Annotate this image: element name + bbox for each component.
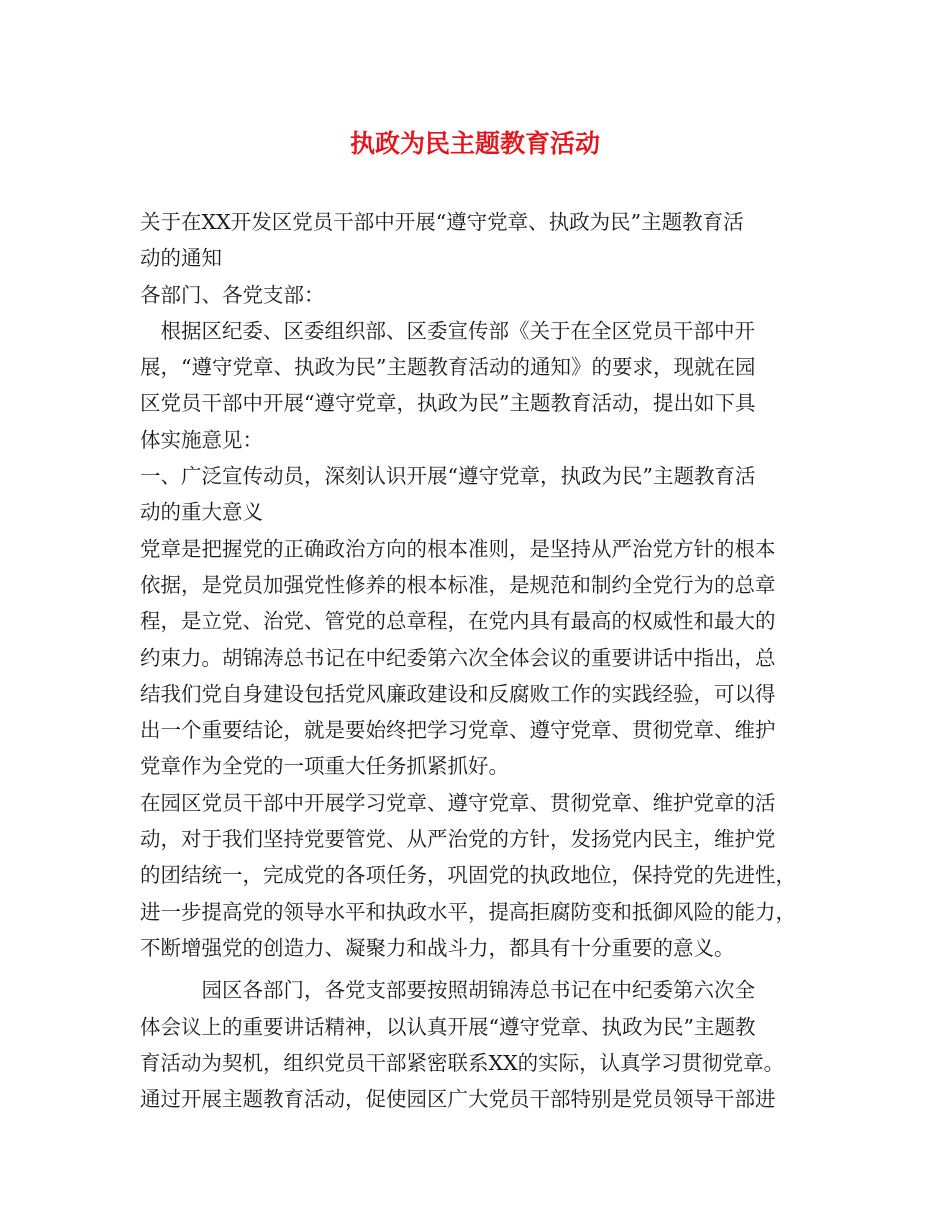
text-line: 的团结统一，完成党的各项任务，巩固党的执政地位，保持党的先进性， [140,863,796,888]
text-line: 园区各部门，各党支部要按照胡锦涛总书记在中纪委第六次全 [140,978,755,1003]
document-body [140,204,830,1117]
text-line: 进一步提高党的领导水平和执政水平，提高拒腐防变和抵御风险的能力， [140,899,796,924]
text-line: 区党员干部中开展“遵守党章，执政为民”主题教育活动，提出如下具 [140,391,756,416]
text-line: 在园区党员干部中开展学习党章、遵守党章、贯彻党章、维护党章的活 [140,790,776,815]
text-line: 根据区纪委、区委组织部、区委宣传部《关于在全区党员干部中开 [140,318,755,343]
text-line: 体会议上的重要讲话精神，以认真开展“遵守党章、执政为民”主题教 [140,1014,756,1039]
text-line: 各部门、各党支部： [140,282,325,307]
text-line: 依据，是党员加强党性修养的根本标准，是规范和制约全党行为的总章 [140,572,776,597]
text-line: 动，对于我们坚持党要管党、从严治党的方针，发扬党内民主，维护党 [140,827,776,852]
text-line: 不断增强党的创造力、凝聚力和战斗力，都具有十分重要的意义。 [140,935,735,960]
text-line: 关于在XX开发区党员干部中开展“遵守党章、执政为民”主题教育活 [140,210,744,234]
text-line: 展，“遵守党章、执政为民”主题教育活动的通知》的要求，现就在园 [140,355,756,380]
text-line: 一、广泛宣传动员，深刻认识开展“遵守党章，执政为民”主题教育活 [140,464,756,489]
text-line: 程，是立党、治党、管党的总章程，在党内具有最高的权威性和最大的 [140,609,776,634]
text-line: 动的重大意义 [140,500,263,525]
text-line: 出一个重要结论，就是要始终把学习党章、遵守党章、贯彻党章、维护 [140,718,776,743]
text-line: 育活动为契机，组织党员干部紧密联系XX的实际，认真学习贯彻党章。 [140,1050,785,1075]
text-line: 约束力。胡锦涛总书记在中纪委第六次全体会议的重要讲话中指出，总 [140,645,776,670]
text-line: 结我们党自身建设包括党风廉政建设和反腐败工作的实践经验，可以得 [140,681,776,706]
text-line: 党章是把握党的正确政治方向的根本准则，是坚持从严治党方针的根本 [140,536,776,561]
text-line: 体实施意见： [140,427,263,452]
text-line: 通过开展主题教育活动，促使园区广大党员干部特别是党员领导干部进 [140,1087,776,1112]
text-line: 动的通知 [140,246,222,271]
document-title: 执政为民主题教育活动 [349,129,600,158]
text-line: 党章作为全党的一项重大任务抓紧抓好。 [140,754,509,779]
